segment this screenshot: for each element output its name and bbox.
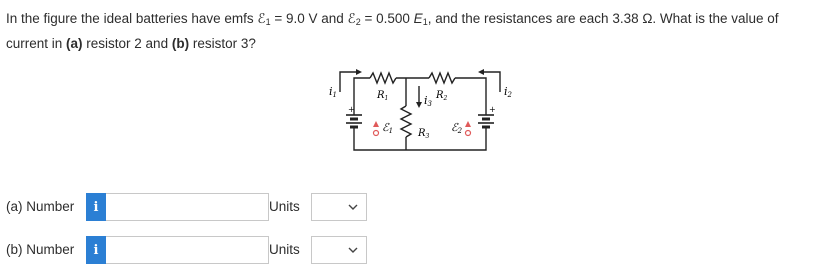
resistor-r3 xyxy=(401,106,411,137)
circuit-diagram xyxy=(320,64,520,164)
label-e2: ℰ2 xyxy=(451,121,463,135)
question-text: In the figure the ideal batteries have emfs ℰ$_1$ = 9.0 V and ℰ$_2$ = 0.500 $E_1$, and the resistances are each 3.38 Ω. What is the value of current in (a) resistor 2 and (b) resistor 3? xyxy=(6,11,779,51)
answer-row-b xyxy=(0,235,813,267)
answer-b-label: (b) Number xyxy=(6,242,75,257)
battery-2 xyxy=(478,115,494,127)
label-e1: ℰ1 xyxy=(382,121,394,135)
units-b-label: Units xyxy=(269,242,300,257)
answer-b-input[interactable] xyxy=(106,236,269,264)
label-i2: i2 xyxy=(504,85,512,99)
answer-a-input[interactable] xyxy=(106,193,269,221)
plus-sign-1: + xyxy=(348,105,355,114)
answer-row-a xyxy=(0,192,813,224)
battery-1 xyxy=(346,115,362,127)
answer-a-label: (a) Number xyxy=(6,199,75,214)
emf1-arrow-icon xyxy=(373,121,379,136)
i1-arrow-icon xyxy=(356,69,362,75)
label-r2: $R_2$ xyxy=(436,90,448,102)
units-a-select[interactable] xyxy=(311,193,367,221)
i2-arrow-icon xyxy=(478,69,484,75)
info-button-b[interactable] xyxy=(86,236,106,264)
resistor-r2 xyxy=(429,73,455,83)
info-icon: i xyxy=(93,242,99,258)
units-b-select[interactable] xyxy=(311,236,367,264)
label-r1: $R_1$ xyxy=(377,90,389,102)
emf2-arrow-icon xyxy=(465,121,471,136)
units-a-label: Units xyxy=(269,199,300,214)
label-i1: i1 xyxy=(329,85,337,99)
label-i3: i3 xyxy=(424,94,432,108)
chevron-down-icon xyxy=(348,203,358,211)
resistor-r1 xyxy=(370,73,396,83)
plus-sign-2: + xyxy=(489,105,496,114)
chevron-down-icon xyxy=(348,246,358,254)
info-icon: i xyxy=(93,199,99,215)
emf2-symbol: ℰ xyxy=(347,11,356,26)
emf1-symbol: ℰ xyxy=(257,11,266,26)
info-button-a[interactable] xyxy=(86,193,106,221)
i3-arrow-icon xyxy=(416,102,422,108)
label-r3: $R_3$ xyxy=(418,128,430,140)
